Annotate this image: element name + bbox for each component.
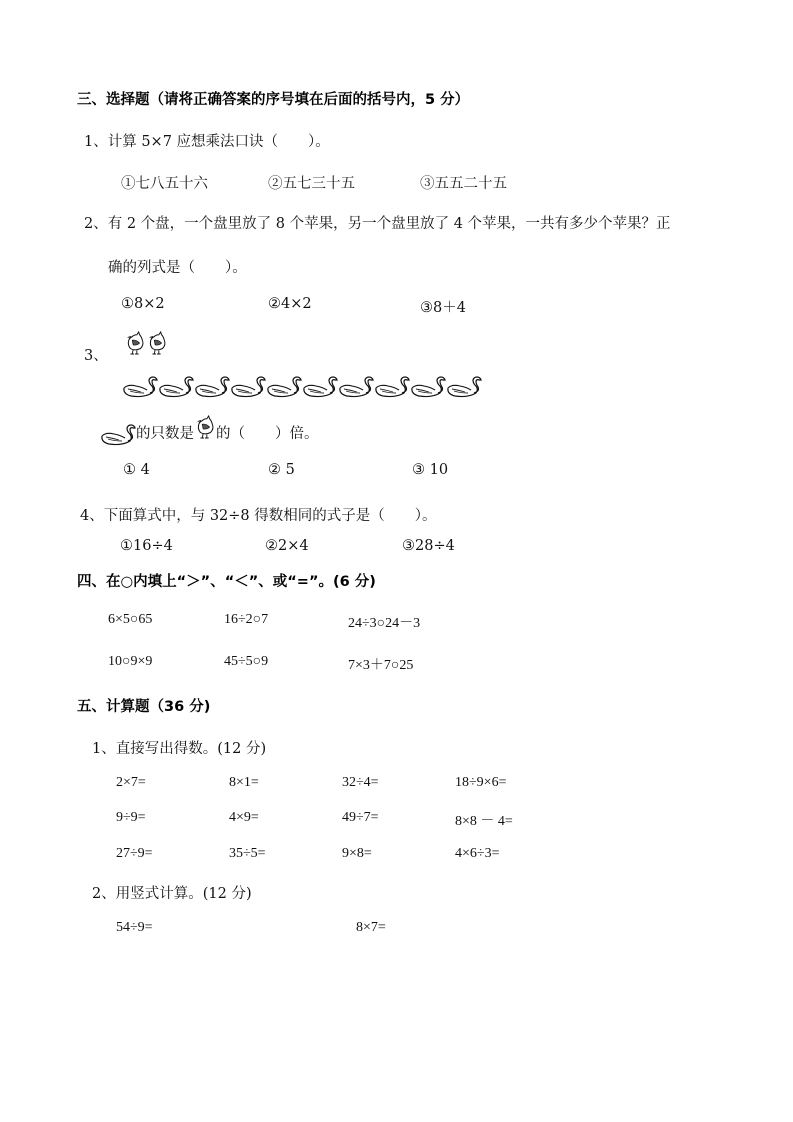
question-3-stem <box>100 414 319 446</box>
question-4-suffix: ）。 <box>414 508 437 524</box>
section-4-heading: 四、在○内填上“＞”、“＜”、或“=”。(6 分) <box>77 574 376 590</box>
duck-icon <box>374 374 410 398</box>
calc-item[interactable]: 4×6÷3= <box>455 846 500 861</box>
q2-option-3: ③8＋4 <box>420 300 466 316</box>
goose-icon <box>146 330 168 356</box>
part-1-title: 1、直接写出得数。(12 分) <box>92 741 267 757</box>
question-4-stem: 4、下面算式中，与 32÷8 得数相同的式子是（ <box>80 508 385 524</box>
calc-item[interactable]: 2×7= <box>116 775 146 790</box>
calc-item[interactable]: 8×1= <box>229 775 259 790</box>
compare-item[interactable]: 45÷5○9 <box>224 654 269 669</box>
section-5-heading: 五、计算题（36 分) <box>77 699 211 715</box>
calc-item[interactable]: 9÷9= <box>116 810 146 825</box>
q3-option-2: ② 5 <box>268 462 295 478</box>
question-1-suffix: ）。 <box>308 134 330 150</box>
duck-icon <box>194 374 230 398</box>
question-3-stem-mid: 的只数是 <box>136 426 194 442</box>
duck-row <box>122 374 482 398</box>
compare-item[interactable]: 16÷2○7 <box>224 612 269 627</box>
calc-item[interactable]: 18÷9×6= <box>455 775 507 790</box>
duck-icon <box>230 374 266 398</box>
part-2-title: 2、用竖式计算。(12 分) <box>92 886 252 902</box>
duck-icon <box>158 374 194 398</box>
question-3-suffix: ）倍。 <box>275 426 319 442</box>
q1-option-3: ③五五二十五 <box>420 176 507 192</box>
vertical-calc-item[interactable]: 54÷9= <box>116 920 153 935</box>
q2-option-1: ①8×2 <box>121 296 165 312</box>
vertical-calc-item[interactable]: 8×7= <box>356 920 386 935</box>
q2-option-2: ②4×2 <box>268 296 312 312</box>
question-2-suffix: ）。 <box>225 260 247 276</box>
compare-item[interactable]: 10○9×9 <box>108 654 153 669</box>
question-3-number: 3、 <box>84 348 108 364</box>
duck-icon <box>410 374 446 398</box>
duck-icon <box>302 374 338 398</box>
calc-item[interactable]: 27÷9= <box>116 846 153 861</box>
compare-item[interactable]: 6×5○65 <box>108 612 153 627</box>
q4-option-2: ②2×4 <box>265 538 309 554</box>
duck-icon <box>100 422 136 446</box>
calc-item[interactable]: 4×9= <box>229 810 259 825</box>
question-3-stem-after: 的（ <box>216 426 245 442</box>
q4-option-1: ①16÷4 <box>120 538 173 554</box>
question-2-stem: 确的列式是（ <box>108 260 195 276</box>
calc-item[interactable]: 9×8= <box>342 846 372 861</box>
q1-option-2: ②五七三十五 <box>268 176 355 192</box>
goose-icon <box>194 414 216 440</box>
question-2-line-1: 2、有 2 个盘，一个盘里放了 8 个苹果，另一个盘里放了 4 个苹果，一共有多少个苹果？正 <box>84 216 671 232</box>
calc-item[interactable]: 35÷5= <box>229 846 266 861</box>
question-2-line-2 <box>108 256 247 277</box>
goose-row <box>124 330 168 356</box>
goose-icon <box>124 330 146 356</box>
q3-option-3: ③ 10 <box>412 462 449 478</box>
q3-option-1: ① 4 <box>123 462 150 478</box>
calc-item[interactable]: 49÷7= <box>342 810 379 825</box>
compare-item[interactable]: 7×3＋7○25 <box>348 658 414 673</box>
duck-icon <box>122 374 158 398</box>
question-1-stem: 1、计算 5×7 应想乘法口诀（ <box>84 134 279 150</box>
question-1 <box>84 130 330 151</box>
question-4 <box>80 504 437 525</box>
duck-icon <box>338 374 374 398</box>
compare-item[interactable]: 24÷3○24－3 <box>348 616 421 631</box>
calc-item[interactable]: 8×8 － 4= <box>455 814 513 829</box>
section-3-heading: 三、选择题（请将正确答案的序号填在后面的括号内，5 分） <box>77 92 470 108</box>
q4-option-3: ③28÷4 <box>402 538 455 554</box>
q1-option-1: ①七八五十六 <box>121 176 208 192</box>
calc-item[interactable]: 32÷4= <box>342 775 379 790</box>
duck-icon <box>266 374 302 398</box>
duck-icon <box>446 374 482 398</box>
